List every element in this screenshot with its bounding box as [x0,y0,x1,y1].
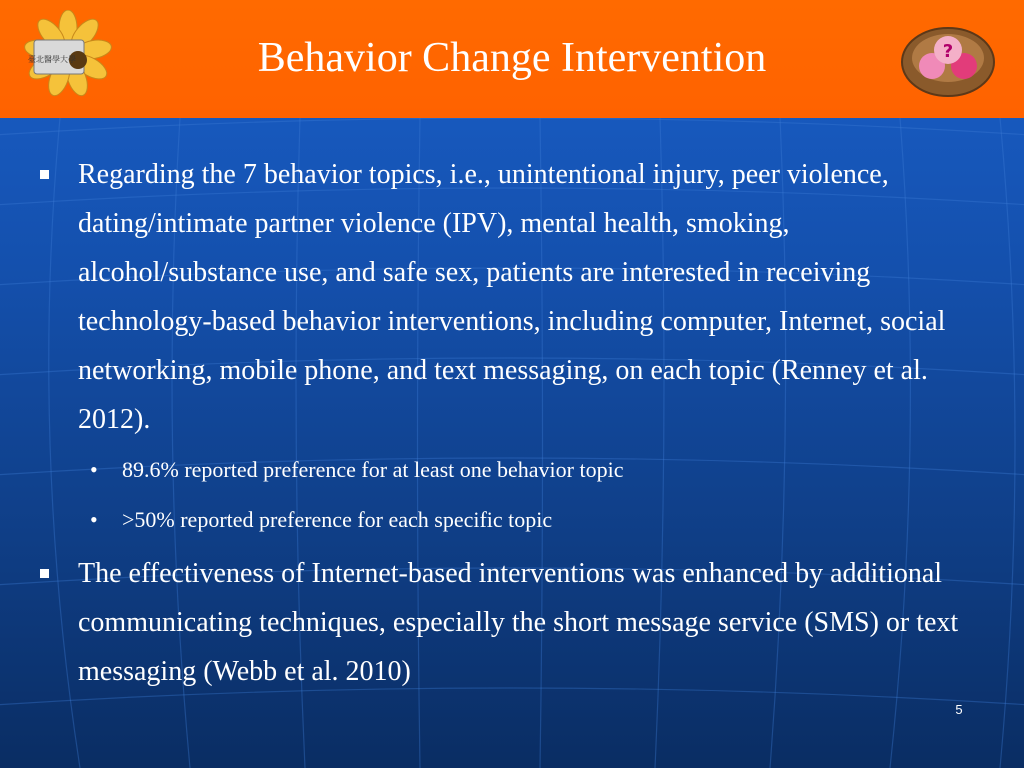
sub-bullet-item [90,455,624,485]
square-bullet-icon [40,170,49,179]
dot-bullet-icon: • [90,507,98,532]
bullet-text: Regarding the 7 behavior topics, i.e., unintentional injury, peer violence, dating/intimate partner violence (IPV), mental health, smoking, alcohol/substance use, and safe sex, patients are interested in receiving technology-based behavior interventions, including computer, Internet, social networking, mobile phone, and text messaging, on each topic (Renney et al. 2012). [78,159,946,435]
page-number: 5 [955,702,963,717]
basket-question-logo-icon [898,16,998,100]
sub-bullet-text: >50% reported preference for each specific topic [122,507,553,532]
sub-bullet-item [90,505,552,535]
logo-left-text: 臺北醫學大學 [28,55,76,64]
page-title: Behavior Change Intervention [257,35,767,81]
bullet-text: The effectiveness of Internet-based interventions was enhanced by additional communicating techniques, especially the short message service (SMS) or text messaging (Webb et al. 2010) [78,558,959,687]
svg-text:?: ? [942,41,954,62]
square-bullet-icon [40,569,49,578]
dot-bullet-icon: • [90,457,98,482]
sub-bullet-text: 89.6% reported preference for at least one behavior topic [122,457,624,482]
title-bar [0,0,1024,118]
